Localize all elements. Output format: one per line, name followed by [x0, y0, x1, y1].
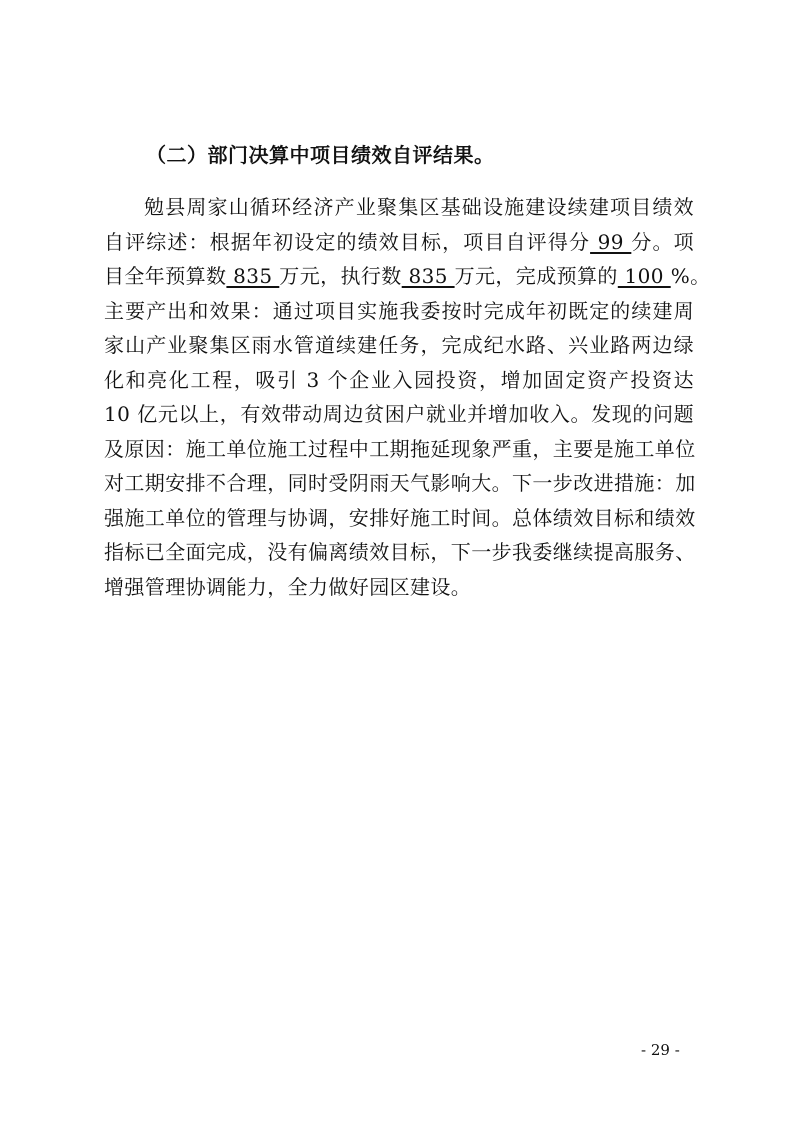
- paragraph-line-7: 10 亿元以上，有效带动周边贫困户就业并增加收入。发现的问题: [104, 402, 694, 426]
- paragraph-line-3: [104, 259, 711, 294]
- paragraph-line-9: 对工期安排不合理，同时受阴雨天气影响大。下一步改进措施：加: [104, 471, 696, 495]
- text-segment: 万元，完成预算的: [454, 264, 618, 288]
- paragraph-line-2: [104, 225, 694, 260]
- text-segment: 自评综述：根据年初设定的绩效目标，项目自评得分: [104, 229, 591, 254]
- paragraph-line-1: 勉县周家山循环经济产业聚集区基础设施建设续建项目绩效: [144, 195, 694, 219]
- paragraph-line-8: 及原因：施工单位施工过程中工期拖延现象严重，主要是施工单位: [104, 436, 696, 461]
- text-segment: 分。项: [631, 229, 694, 254]
- completion-rate-value: 100: [617, 264, 671, 288]
- text-segment: %。: [670, 264, 711, 288]
- paragraph-line-10: 强施工单位的管理与协调，安排好施工时间。总体绩效目标和绩效: [104, 505, 696, 530]
- annual-budget-value: 835: [226, 264, 280, 288]
- performance-paragraph: [104, 190, 711, 604]
- executed-amount-value: 835: [401, 264, 455, 288]
- paragraph-line-12: 增强管理协调能力，全力做好园区建设。: [104, 574, 472, 599]
- paragraph-line-5: 家山产业聚集区雨水管道续建任务，完成纪水路、兴业路两边绿: [104, 333, 694, 357]
- self-evaluation-score: 99: [590, 229, 632, 254]
- page-number: - 29 -: [641, 1041, 680, 1059]
- text-segment: 万元，执行数: [279, 264, 402, 288]
- paragraph-line-11: 指标已全面完成，没有偏离绩效目标，下一步我委继续提高服务、: [104, 540, 696, 564]
- paragraph-line-6: 化和亮化工程，吸引 3 个企业入园投资，增加固定资产投资达: [104, 367, 694, 392]
- paragraph-line-4: 主要产出和效果：通过项目实施我委按时完成年初既定的续建周: [104, 298, 694, 323]
- section-heading: （二）部门决算中项目绩效自评结果。: [146, 143, 495, 167]
- text-segment: 目全年预算数: [104, 264, 227, 288]
